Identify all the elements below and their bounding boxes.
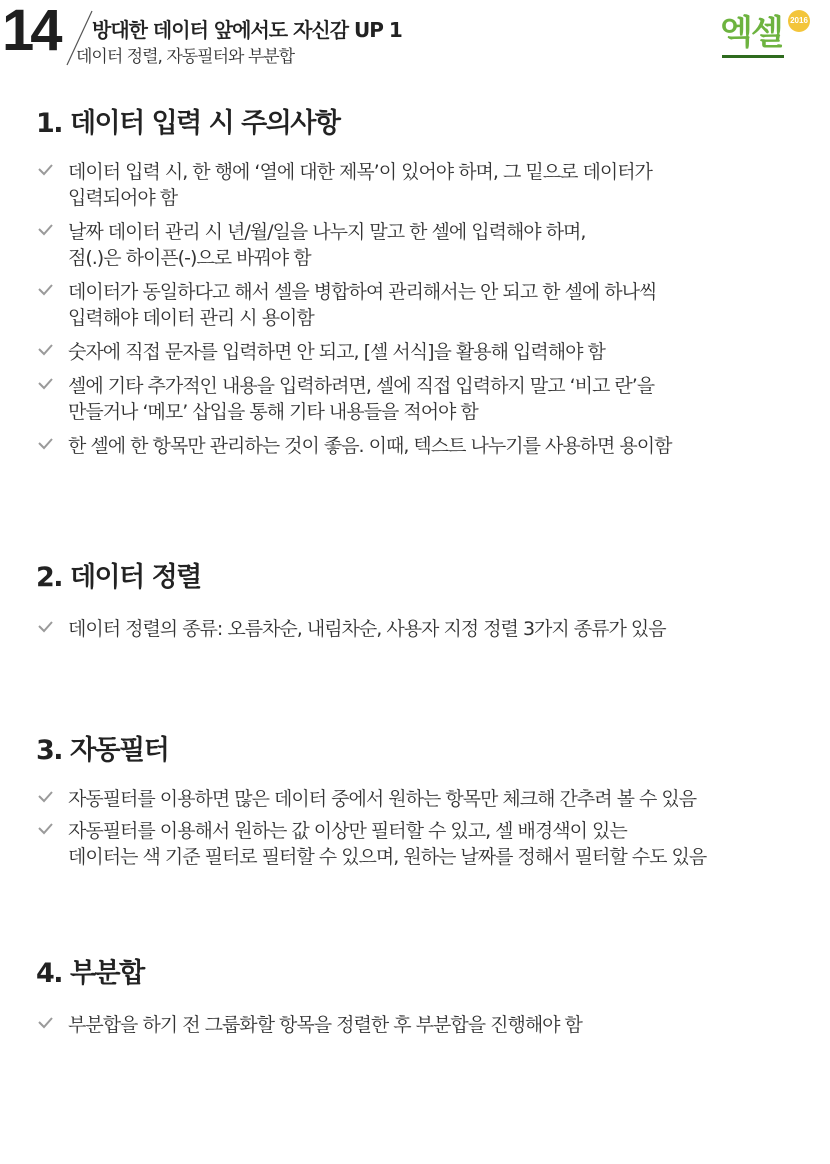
item-text: 만들거나 ‘메모’ 삽입을 통해 기타 내용들을 적어야 함 (68, 401, 478, 423)
item-text: 데이터는 색 기준 필터로 필터할 수 있으며, 원하는 날짜를 정해서 필터할 수도 있음 (68, 846, 707, 868)
checkmark-icon (36, 435, 54, 453)
item-text: 자동필터를 이용해서 원하는 값 이상만 필터할 수 있고, 셀 배경색이 있는 (68, 820, 627, 842)
list-item (36, 339, 816, 365)
list-item (36, 433, 816, 459)
checkmark-icon (36, 281, 54, 299)
section-title: 1. 데이터 입력 시 주의사항 (36, 108, 340, 139)
chapter-title: 방대한 데이터 앞에서도 자신감 UP 1 (92, 18, 402, 42)
list-item (36, 786, 816, 812)
list-item (36, 159, 816, 211)
section-data-input (36, 110, 816, 467)
item-text: 데이터 입력 시, 한 행에 ‘열에 대한 제목’이 있어야 하며, 그 밑으로 데이터가 (68, 161, 652, 183)
section-title: 4. 부분합 (36, 958, 144, 989)
item-text: 데이터가 동일하다고 해서 셀을 병합하여 관리해서는 안 되고 한 셀에 하나씩 (68, 281, 657, 303)
excel-logo (720, 13, 816, 64)
bullet-list (36, 1012, 816, 1038)
checkmark-icon (36, 618, 54, 636)
checkmark-icon (36, 820, 54, 838)
list-item (36, 616, 816, 642)
checkmark-icon (36, 161, 54, 179)
section-title: 3. 자동필터 (36, 735, 169, 766)
section-subtotal (36, 960, 816, 1038)
list-item (36, 279, 816, 331)
item-text: 입력해야 데이터 관리 시 용이함 (68, 307, 314, 329)
item-text: 입력되어야 함 (68, 187, 178, 209)
logo-underline (722, 55, 784, 58)
item-text: 자동필터를 이용하면 많은 데이터 중에서 원하는 항목만 체크해 간추려 볼 수 있음 (68, 788, 697, 810)
checkmark-icon (36, 341, 54, 359)
item-text: 부분합을 하기 전 그룹화할 항목을 정렬한 후 부분합을 진행해야 함 (68, 1014, 582, 1036)
item-text: 숫자에 직접 문자를 입력하면 안 되고, [셀 서식]을 활용해 입력해야 함 (68, 341, 605, 363)
checkmark-icon (36, 1014, 54, 1032)
item-text: 점(.)은 하이픈(-)으로 바꿔야 함 (68, 247, 311, 269)
section-autofilter (36, 737, 816, 876)
logo-text: 엑셀 (720, 13, 782, 53)
checkmark-icon (36, 221, 54, 239)
list-item (36, 818, 816, 870)
item-text: 한 셀에 한 항목만 관리하는 것이 좋음. 이때, 텍스트 나누기를 사용하면 용이함 (68, 435, 672, 457)
bullet-list (36, 786, 816, 870)
list-item (36, 373, 816, 425)
page-header (0, 0, 830, 80)
item-text: 날짜 데이터 관리 시 년/월/일을 나누지 말고 한 셀에 입력해야 하며, (68, 221, 586, 243)
list-item (36, 1012, 816, 1038)
bullet-list (36, 159, 816, 459)
section-title: 2. 데이터 정렬 (36, 562, 201, 593)
chapter-subtitle: 데이터 정렬, 자동필터와 부분합 (76, 47, 295, 67)
checkmark-icon (36, 788, 54, 806)
chapter-number: 14 (2, 0, 59, 63)
checkmark-icon (36, 375, 54, 393)
item-text: 데이터 정렬의 종류: 오름차순, 내림차순, 사용자 지정 정렬 3가지 종류가 있음 (68, 618, 666, 640)
logo-badge: 2016 (788, 10, 810, 32)
item-text: 셀에 기타 추가적인 내용을 입력하려면, 셀에 직접 입력하지 말고 ‘비고 란’을 (68, 375, 655, 397)
list-item (36, 219, 816, 271)
section-data-sort (36, 564, 816, 642)
bullet-list (36, 616, 816, 642)
